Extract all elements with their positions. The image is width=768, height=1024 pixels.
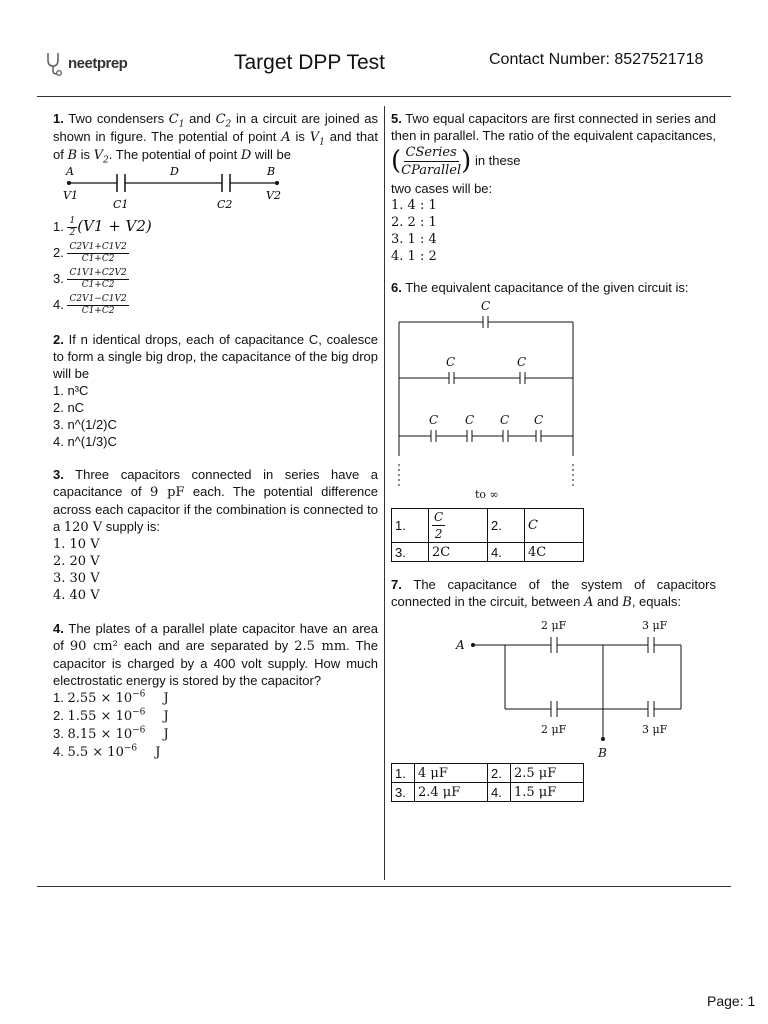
question-number: 2. bbox=[53, 332, 64, 347]
label-2uf-bottom: 2 μF bbox=[541, 723, 567, 736]
option-value: 5.5 × 10 bbox=[67, 745, 124, 760]
left-column bbox=[53, 110, 378, 761]
label-b: B bbox=[598, 746, 607, 760]
option-value: 8.15 × 10 bbox=[67, 727, 133, 742]
q6-option-4[interactable]: 4C bbox=[525, 543, 584, 562]
bottom-divider bbox=[37, 886, 731, 887]
fraction-den: C1+C2 bbox=[81, 254, 115, 264]
question-7 bbox=[391, 576, 716, 611]
option-exponent: −6 bbox=[132, 689, 146, 700]
fraction bbox=[67, 268, 128, 291]
question-text: Three capacitors connected in series have a capacitance of bbox=[53, 467, 378, 499]
question-number: 3. bbox=[53, 467, 64, 482]
question-text: each. The potential difference across each capacitor if the combination is connected to a bbox=[53, 484, 378, 534]
label-to-infinity: to ∞ bbox=[475, 488, 499, 501]
q5-option-3[interactable]: 3. 1 : 4 bbox=[391, 232, 437, 247]
question-text: in these bbox=[474, 152, 521, 168]
question-text: each and are separated by bbox=[117, 638, 295, 653]
question-text: is bbox=[290, 129, 310, 144]
q2-option-4[interactable]: 4. n^(1/3)C bbox=[53, 434, 117, 449]
label-d: D bbox=[170, 165, 179, 178]
math-v2: $V_2$ bbox=[93, 148, 109, 166]
q1-circuit-diagram bbox=[59, 164, 299, 214]
question-text: . The potential of point bbox=[108, 147, 241, 162]
page-title: Target DPP Test bbox=[234, 51, 385, 74]
math-c1: $C_1$ bbox=[168, 112, 185, 130]
option-number: 2. bbox=[53, 244, 64, 260]
label-c-r2a: C bbox=[446, 355, 456, 369]
page-header bbox=[0, 0, 768, 90]
option-number: 4. bbox=[488, 543, 525, 562]
q2-option-3[interactable]: 3. n^(1/2)C bbox=[53, 417, 117, 432]
label-3uf-bottom: 3 μF bbox=[642, 723, 668, 736]
option-unit: J bbox=[163, 727, 169, 742]
label-2uf-top: 2 μF bbox=[541, 619, 567, 632]
option-expression: (V1 + V2) bbox=[77, 216, 152, 235]
q5-option-4[interactable]: 4. 1 : 2 bbox=[391, 249, 437, 264]
option-number: 2. bbox=[488, 764, 511, 783]
option-number: 1. bbox=[392, 764, 415, 783]
question-3 bbox=[53, 466, 378, 536]
label-c-r3d: C bbox=[534, 413, 544, 427]
question-2 bbox=[53, 331, 378, 382]
header-divider bbox=[37, 96, 731, 97]
q4-option-2[interactable] bbox=[53, 707, 378, 725]
question-number: 6. bbox=[391, 280, 402, 295]
question-text: and bbox=[184, 111, 216, 126]
q3-option-4[interactable]: 4. 40 V bbox=[53, 588, 100, 603]
q6-answer-table bbox=[391, 508, 584, 562]
label-c-top: C bbox=[481, 299, 491, 313]
q6-option-1[interactable]: $\frac{C}{2}$ bbox=[429, 509, 488, 543]
math-a: A bbox=[281, 130, 291, 145]
option-value: 2.55 × 10 bbox=[67, 691, 133, 706]
math-v1: $V_1$ bbox=[309, 130, 325, 148]
page-number: Page: 1 bbox=[707, 993, 756, 1009]
q4-option-1[interactable] bbox=[53, 689, 378, 707]
fraction-num: C2V1+C1V2 bbox=[69, 242, 127, 252]
option-number: 3. bbox=[53, 270, 64, 286]
label-a: A bbox=[66, 165, 74, 178]
label-c2: C2 bbox=[217, 198, 233, 211]
ratio-den: CParallel bbox=[401, 163, 462, 178]
ratio-num: CSeries bbox=[405, 145, 457, 160]
question-text: . The capacitor is charged by a 400 volt supply. How much electrostatic energy is stored by the capacitor? bbox=[53, 638, 378, 688]
option-number: 4. bbox=[53, 296, 64, 312]
q6-option-3[interactable]: 2C bbox=[429, 543, 488, 562]
option-value: 1.55 × 10 bbox=[67, 709, 133, 724]
q1-option-1[interactable] bbox=[53, 216, 378, 239]
math-capacitance: 9 pF bbox=[149, 485, 185, 500]
label-v2: V2 bbox=[266, 189, 281, 202]
q5-option-1[interactable]: 1. 4 : 1 bbox=[391, 198, 437, 213]
question-text: two cases will be: bbox=[391, 181, 493, 196]
label-b: B bbox=[267, 165, 276, 178]
label-a: A bbox=[456, 638, 465, 652]
fraction-den: C1+C2 bbox=[81, 280, 115, 290]
q7-circuit-diagram bbox=[391, 611, 716, 761]
question-4 bbox=[53, 620, 378, 689]
q3-option-3[interactable]: 3. 30 V bbox=[53, 571, 100, 586]
question-text: Two condensers bbox=[63, 111, 169, 126]
label-c1: C1 bbox=[113, 198, 129, 211]
option-number: 3. bbox=[53, 726, 64, 741]
fraction bbox=[67, 242, 128, 265]
question-text: The capacitance of the system of capacitors connected in the circuit, between bbox=[391, 577, 716, 609]
ratio-fraction bbox=[401, 144, 461, 179]
question-text: The equivalent capacitance of the given circuit is: bbox=[401, 280, 689, 295]
q6-circuit-diagram bbox=[393, 296, 593, 504]
question-5 bbox=[391, 110, 716, 179]
math-c2: $C_2$ bbox=[215, 112, 232, 130]
math-d: D bbox=[240, 148, 252, 163]
option-number: 2. bbox=[53, 708, 64, 723]
q1-option-4[interactable] bbox=[53, 294, 378, 317]
fraction-num: 1 bbox=[69, 216, 76, 226]
question-number: 4. bbox=[53, 621, 64, 636]
math-b: B bbox=[622, 595, 632, 610]
option-unit: J bbox=[155, 745, 161, 760]
option-number: 4. bbox=[488, 783, 511, 802]
option-number: 1. bbox=[53, 690, 64, 705]
option-number: 4. bbox=[53, 744, 64, 759]
q5-option-2[interactable]: 2. 2 : 1 bbox=[391, 215, 437, 230]
q7-option-4[interactable]: 1.5 μF bbox=[511, 783, 584, 802]
fraction-num: C2V1−C1V2 bbox=[69, 294, 127, 304]
question-text: The plates of a parallel plate capacitor have an area of bbox=[53, 621, 378, 653]
fraction bbox=[67, 294, 128, 317]
q7-option-2[interactable]: 2.5 μF bbox=[511, 764, 584, 783]
contact-number: Contact Number: 8527521718 bbox=[489, 51, 704, 68]
option-number: 3. bbox=[392, 783, 415, 802]
math-b: B bbox=[67, 148, 78, 163]
label-3uf-top: 3 μF bbox=[642, 619, 668, 632]
fraction-den: C1+C2 bbox=[81, 306, 115, 316]
column-divider bbox=[384, 106, 385, 880]
q4-option-3[interactable] bbox=[53, 725, 378, 743]
q3-option-1[interactable]: 1. 10 V bbox=[53, 537, 100, 552]
option-number: 2. bbox=[488, 509, 525, 543]
math-separation: 2.5 mm bbox=[294, 639, 347, 654]
question-number: 1. bbox=[53, 111, 64, 126]
q7-option-3[interactable]: 2.4 μF bbox=[415, 783, 488, 802]
q3-option-2[interactable]: 2. 20 V bbox=[53, 554, 100, 569]
q2-option-2[interactable]: 2. nC bbox=[53, 400, 85, 415]
neetprep-logo bbox=[44, 50, 127, 76]
question-text: will be bbox=[251, 147, 291, 162]
question-text: Two equal capacitors are first connected in series and then in parallel. The ratio of the equivalent capacitances, bbox=[391, 111, 716, 143]
option-number: 1. bbox=[392, 509, 429, 543]
question-number: 5. bbox=[391, 111, 402, 126]
paren-left: ( bbox=[391, 146, 402, 176]
question-text: is bbox=[77, 147, 94, 162]
q2-option-1[interactable]: 1. n³C bbox=[53, 383, 89, 398]
fraction bbox=[67, 216, 77, 239]
label-c-r3c: C bbox=[500, 413, 510, 427]
option-exponent: −6 bbox=[132, 725, 146, 736]
option-number: 3. bbox=[392, 543, 429, 562]
option-unit: J bbox=[163, 709, 169, 724]
right-column bbox=[391, 110, 716, 802]
question-number: 7. bbox=[391, 577, 402, 592]
option-number: 1. bbox=[53, 218, 64, 234]
q7-option-1[interactable]: 4 μF bbox=[415, 764, 488, 783]
option-exponent: −6 bbox=[132, 707, 146, 718]
question-6 bbox=[391, 279, 716, 296]
logo-text: neetprep bbox=[68, 54, 128, 72]
math-voltage: 120 V bbox=[63, 520, 103, 535]
q1-option-3[interactable] bbox=[53, 268, 378, 291]
label-c-r2b: C bbox=[517, 355, 527, 369]
question-text: supply is: bbox=[102, 519, 160, 534]
question-text: , equals: bbox=[631, 594, 681, 609]
label-v1: V1 bbox=[63, 189, 78, 202]
math-a: A bbox=[583, 595, 594, 610]
q4-option-4[interactable] bbox=[53, 743, 378, 761]
fraction-num: C1V1+C2V2 bbox=[69, 268, 127, 278]
stethoscope-icon bbox=[44, 50, 66, 76]
option-exponent: −6 bbox=[123, 743, 138, 754]
option-unit: J bbox=[163, 691, 169, 706]
question-text: If n identical drops, each of capacitance C, coalesce to form a single big drop, the capacitance of the big drop will be bbox=[53, 332, 378, 381]
math-area: 90 cm² bbox=[69, 639, 118, 654]
paren-right: ) bbox=[461, 146, 472, 176]
question-text: and bbox=[593, 594, 623, 609]
fraction-den: 2 bbox=[69, 228, 76, 238]
question-text: and that of bbox=[53, 129, 378, 162]
label-c-r3b: C bbox=[465, 413, 475, 427]
label-c-r3a: C bbox=[429, 413, 439, 427]
q7-answer-table bbox=[391, 763, 584, 802]
q6-option-2[interactable]: C bbox=[525, 509, 584, 543]
question-text: in a circuit are joined as shown in figure. The potential of point bbox=[53, 111, 379, 144]
question-1 bbox=[53, 110, 378, 164]
q1-option-2[interactable] bbox=[53, 242, 378, 265]
